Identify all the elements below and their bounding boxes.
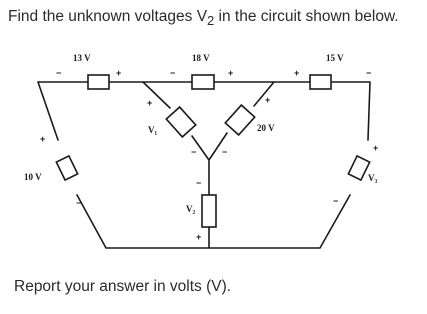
polarity-diag-left-plus: + xyxy=(147,98,153,108)
resistor-top-left xyxy=(56,53,121,89)
footer-instruction: Report your answer in volts (V). xyxy=(14,278,232,295)
resistor-right xyxy=(333,143,378,206)
polarity-right-plus: + xyxy=(373,143,379,153)
resistor-diag-right xyxy=(222,95,275,157)
polarity-left-plus: + xyxy=(40,134,46,144)
question-prefix: Find the unknown voltages V xyxy=(8,8,208,25)
resistor-center-label: V₂ xyxy=(186,204,196,214)
polarity-right-minus: − xyxy=(333,196,339,206)
polarity-top-mid-minus: − xyxy=(170,68,176,78)
polarity-center-minus: − xyxy=(196,178,202,188)
polarity-top-left-plus: + xyxy=(116,68,122,78)
polarity-diag-right-plus: + xyxy=(265,95,271,105)
resistor-right-label: V₃ xyxy=(368,173,378,183)
polarity-center-plus: + xyxy=(196,232,202,242)
resistor-top-mid xyxy=(170,53,233,89)
resistor-left xyxy=(24,134,81,208)
resistor-center xyxy=(186,178,216,242)
polarity-left-minus: − xyxy=(76,198,82,208)
resistor-top-left-label: 13 V xyxy=(73,53,91,63)
resistor-diag-right-label: 20 V xyxy=(257,123,275,133)
resistor-top-right xyxy=(294,53,371,89)
resistor-left-label: 10 V xyxy=(24,172,42,182)
resistor-top-right-label: 15 V xyxy=(326,53,344,63)
question-subscript: 2 xyxy=(207,13,215,29)
resistor-diag-left-label: V₁ xyxy=(148,125,158,135)
polarity-top-right-plus: + xyxy=(294,68,300,78)
polarity-top-right-minus: − xyxy=(366,68,372,78)
polarity-diag-left-minus: − xyxy=(191,147,197,157)
polarity-top-mid-plus: + xyxy=(228,68,234,78)
resistor-top-mid-label: 18 V xyxy=(192,53,210,63)
polarity-top-left-minus: − xyxy=(56,68,62,78)
resistor-diag-left xyxy=(147,98,196,157)
polarity-diag-right-minus: − xyxy=(222,147,228,157)
question-suffix: in the circuit shown below. xyxy=(214,8,399,25)
